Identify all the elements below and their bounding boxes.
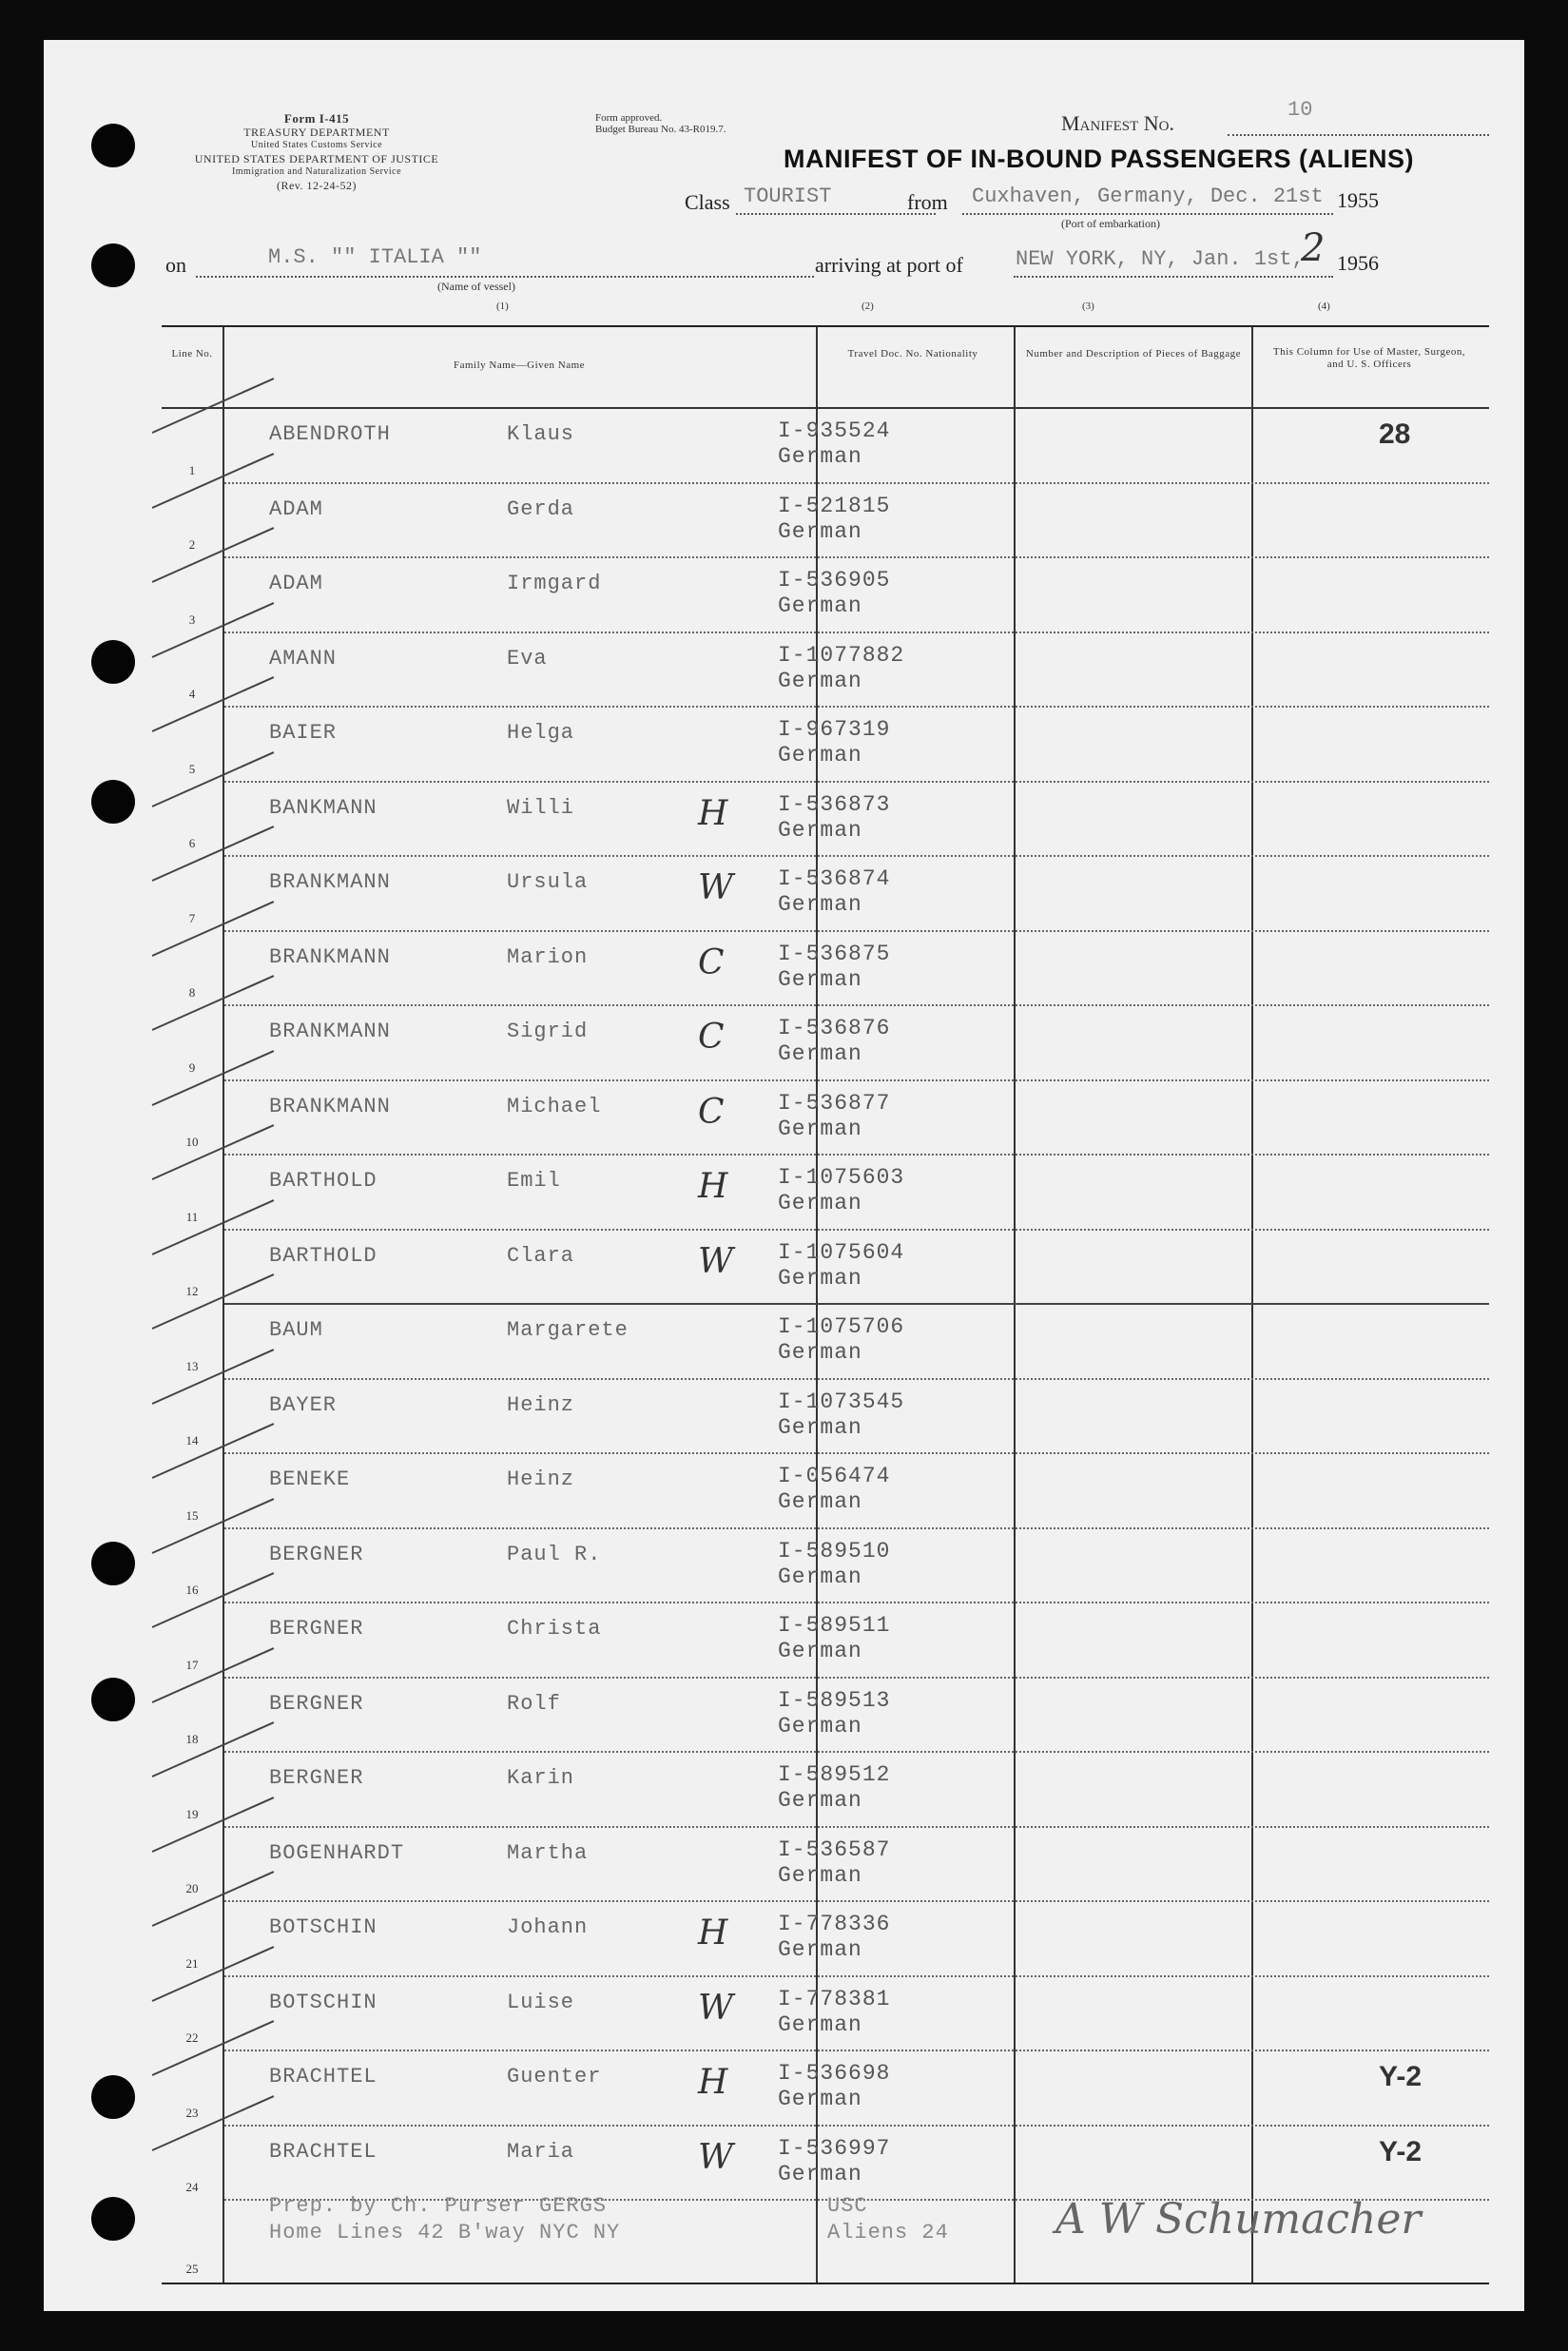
line-number: 13 xyxy=(185,1358,199,1373)
aliens-count: Aliens 24 xyxy=(827,2221,949,2244)
nationality: German xyxy=(778,1041,862,1066)
given-name: Marion xyxy=(507,944,589,969)
given-name: Margarete xyxy=(507,1318,629,1342)
given-name: Ursula xyxy=(507,870,589,894)
travel-doc xyxy=(778,1091,890,1142)
line-number: 20 xyxy=(185,1881,199,1895)
check-mark xyxy=(152,378,275,434)
line-number: 9 xyxy=(188,1059,196,1075)
punch-hole xyxy=(91,640,135,684)
given-name: Clara xyxy=(507,1243,575,1268)
col-header-name: Family Name—Given Name xyxy=(453,359,586,371)
class-label: Class xyxy=(685,190,730,214)
relation-mark: W xyxy=(698,1988,734,2028)
doc-number: I-589512 xyxy=(778,1762,891,1787)
budget-approval xyxy=(595,112,726,135)
usc-aliens-count xyxy=(827,2193,949,2246)
dotted-line xyxy=(736,213,936,215)
table-row xyxy=(162,558,1489,633)
line-number: 23 xyxy=(185,2105,199,2120)
table-row xyxy=(162,1454,1489,1529)
punch-hole xyxy=(91,124,135,167)
table-row xyxy=(162,932,1489,1007)
doc-number: I-536587 xyxy=(778,1836,891,1862)
travel-doc xyxy=(778,792,890,844)
table-row xyxy=(162,484,1489,559)
port-embark-caption: (Port of embarkation) xyxy=(1061,217,1160,230)
prepared-by-line2: Home Lines 42 B'way NYC NY xyxy=(269,2221,621,2244)
family-name: BAYER xyxy=(269,1392,338,1417)
doc-number: I-536875 xyxy=(778,941,891,966)
travel-doc xyxy=(778,1837,890,1889)
travel-doc xyxy=(778,942,890,993)
table-row xyxy=(162,1828,1489,1903)
from-value: Cuxhaven, Germany, Dec. 21st xyxy=(972,185,1324,208)
doc-number: I-536905 xyxy=(778,568,891,593)
line-number: 2 xyxy=(188,537,196,552)
passenger-table xyxy=(162,325,1489,2284)
dotted-line xyxy=(962,213,1333,215)
nationality: German xyxy=(778,817,862,843)
family-name: ADAM xyxy=(269,496,323,521)
family-name: BERGNER xyxy=(269,1766,364,1790)
nationality: German xyxy=(778,1191,862,1215)
table-row xyxy=(162,1753,1489,1828)
nationality: German xyxy=(778,966,862,992)
table-row xyxy=(162,1231,1489,1306)
given-name: Irmgard xyxy=(507,572,602,595)
nationality: German xyxy=(778,743,862,767)
given-name: Gerda xyxy=(507,496,575,521)
family-name: BANKMANN xyxy=(269,795,377,820)
nationality: German xyxy=(778,1489,862,1514)
form-number: Form I-415 xyxy=(283,111,350,126)
class-value: TOURIST xyxy=(744,185,832,208)
given-name: Eva xyxy=(507,646,548,670)
nationality: German xyxy=(778,1116,862,1141)
travel-doc xyxy=(778,2136,890,2187)
manifest-label: Manifest No. xyxy=(1061,111,1174,135)
table-row xyxy=(162,857,1489,932)
given-name: Emil xyxy=(507,1169,561,1193)
given-name: Johann xyxy=(507,1915,589,1939)
table-row xyxy=(162,1305,1489,1380)
line-number: 21 xyxy=(185,1955,199,1971)
col-header-baggage: Number and Description of Pieces of Baggage xyxy=(1025,348,1242,359)
table-row xyxy=(162,1006,1489,1081)
relation-mark: W xyxy=(698,1241,734,1281)
family-name: BENEKE xyxy=(269,1467,351,1491)
table-row xyxy=(162,783,1489,858)
doc-number: I-589513 xyxy=(778,1687,891,1713)
punch-hole xyxy=(91,243,135,287)
from-year: 1955 xyxy=(1337,188,1379,212)
table-row xyxy=(162,409,1489,484)
nationality: German xyxy=(778,1713,862,1739)
footer-row xyxy=(162,2182,1489,2283)
relation-mark: W xyxy=(698,2137,734,2177)
family-name: BOTSCHIN xyxy=(269,1915,377,1939)
punch-hole xyxy=(91,2197,135,2241)
family-name: BERGNER xyxy=(269,1617,364,1641)
given-name: Maria xyxy=(507,2139,575,2164)
family-name: BRACHTEL xyxy=(269,2065,377,2089)
table-row xyxy=(162,2051,1489,2127)
travel-doc xyxy=(778,1240,904,1292)
doc-number: I-536997 xyxy=(778,2135,891,2161)
relation-mark: H xyxy=(698,2063,728,2102)
doc-number: I-589510 xyxy=(778,1538,891,1564)
travel-doc xyxy=(778,1165,904,1216)
given-name: Klaus xyxy=(507,422,575,446)
officer-note: Y-2 xyxy=(1379,2135,1423,2167)
form-approved: Form approved. xyxy=(595,112,663,124)
treasury-dept: TREASURY DEPARTMENT xyxy=(243,126,390,139)
line-number: 4 xyxy=(188,687,196,701)
punch-hole xyxy=(91,2075,135,2119)
dotted-line xyxy=(1014,276,1333,278)
nationality: German xyxy=(778,892,862,917)
given-name: Rolf xyxy=(507,1691,561,1716)
prepared-by xyxy=(269,2193,620,2246)
nationality: German xyxy=(778,1414,862,1440)
line-number: 8 xyxy=(188,985,196,1000)
doc-number: I-536876 xyxy=(778,1016,891,1040)
doc-number: I-1073545 xyxy=(778,1389,905,1414)
table-row xyxy=(162,1380,1489,1455)
nationality: German xyxy=(778,1265,862,1291)
table-row xyxy=(162,1902,1489,1977)
doc-number: I-589511 xyxy=(778,1613,891,1638)
line-number: 18 xyxy=(185,1732,199,1746)
given-name: Heinz xyxy=(507,1392,575,1417)
relation-mark: H xyxy=(698,1167,728,1206)
col-num-3: (3) xyxy=(1082,301,1094,312)
table-row xyxy=(162,633,1489,709)
arriving-label: arriving at port of xyxy=(815,253,963,277)
line-number: 15 xyxy=(185,1507,199,1523)
nationality: German xyxy=(778,668,862,693)
given-name: Karin xyxy=(507,1766,575,1790)
officer-note: Y-2 xyxy=(1379,2061,1423,2092)
given-name: Heinz xyxy=(507,1467,575,1491)
travel-doc xyxy=(778,1912,890,1963)
dotted-line xyxy=(1228,134,1489,136)
travel-doc xyxy=(778,1539,890,1590)
travel-doc xyxy=(778,1987,890,2038)
travel-doc xyxy=(778,717,890,768)
line-number: 24 xyxy=(185,2180,199,2194)
nationality: German xyxy=(778,1862,862,1888)
travel-doc xyxy=(778,1688,890,1739)
nationality: German xyxy=(778,1937,862,1962)
doc-number: I-536698 xyxy=(778,2061,891,2086)
doc-number: I-1075604 xyxy=(778,1239,905,1265)
manifest-no-value: 10 xyxy=(1287,98,1313,122)
travel-doc xyxy=(778,1389,904,1441)
nationality: German xyxy=(778,2161,862,2186)
nationality: German xyxy=(778,2087,862,2111)
doc-number: I-056474 xyxy=(778,1464,891,1488)
given-name: Helga xyxy=(507,721,575,745)
line-number: 14 xyxy=(185,1433,199,1448)
officer-note: 28 xyxy=(1379,418,1411,450)
line-number: 1 xyxy=(188,462,196,477)
vessel-name: M.S. "" ITALIA "" xyxy=(268,245,482,269)
relation-mark: C xyxy=(698,1092,725,1132)
relation-mark: W xyxy=(698,868,734,907)
family-name: BERGNER xyxy=(269,1542,364,1566)
travel-doc xyxy=(778,2061,890,2112)
table-row xyxy=(162,1529,1489,1604)
given-name: Guenter xyxy=(507,2065,602,2089)
family-name: ABENDROTH xyxy=(269,422,391,446)
travel-doc xyxy=(778,1016,890,1067)
col-header-officers: This Column for Use of Master, Surgeon, and U. S. Officers xyxy=(1272,346,1466,370)
nationality: German xyxy=(778,444,862,469)
line-number: 19 xyxy=(185,1806,199,1821)
relation-mark: C xyxy=(698,1018,725,1057)
table-row xyxy=(162,1603,1489,1679)
line-number: 12 xyxy=(185,1284,199,1298)
given-name: Martha xyxy=(507,1840,589,1865)
table-row xyxy=(162,1081,1489,1156)
line-number: 3 xyxy=(188,612,196,627)
col-header-doc: Travel Doc. No. Nationality xyxy=(847,348,978,359)
doc-number: I-536873 xyxy=(778,791,891,817)
given-name: Sigrid xyxy=(507,1020,589,1043)
dotted-line xyxy=(196,276,814,278)
col-header-line: Line No. xyxy=(171,348,213,359)
table-row xyxy=(162,1156,1489,1231)
form-revision: (Rev. 12-24-52) xyxy=(276,179,358,192)
usc-label: USC xyxy=(827,2194,868,2218)
officer-signature: A W Schumacher xyxy=(1055,2195,1422,2244)
doc-number: I-536877 xyxy=(778,1090,891,1116)
form-agency-block xyxy=(160,112,474,192)
family-name: BRANKMANN xyxy=(269,1094,391,1118)
line-number: 22 xyxy=(185,2030,199,2045)
line-number: 10 xyxy=(185,1135,199,1149)
justice-dept: UNITED STATES DEPARTMENT OF JUSTICE xyxy=(194,152,439,165)
col-num-4: (4) xyxy=(1318,301,1330,312)
manifest-number xyxy=(1061,98,1489,136)
prepared-by-line1: Prep. by Ch. Purser GERGS xyxy=(269,2194,608,2218)
family-name: BAIER xyxy=(269,721,338,745)
line-number: 16 xyxy=(185,1583,199,1597)
nationality: German xyxy=(778,1639,862,1663)
family-name: BOTSCHIN xyxy=(269,1990,377,2014)
family-name: BRANKMANN xyxy=(269,1020,391,1043)
table-row xyxy=(162,1977,1489,2052)
table-row xyxy=(162,1679,1489,1754)
doc-number: I-1075603 xyxy=(778,1165,905,1190)
arrival-handwritten-day: 2 xyxy=(1301,226,1326,270)
travel-doc xyxy=(778,643,904,694)
from-label: from xyxy=(907,190,948,214)
travel-doc xyxy=(778,1613,890,1664)
nationality: German xyxy=(778,2011,862,2037)
doc-number: I-1075706 xyxy=(778,1314,905,1339)
nationality: German xyxy=(778,593,862,618)
nationality: German xyxy=(778,1340,862,1365)
travel-doc xyxy=(778,1762,890,1814)
doc-number: I-935524 xyxy=(778,418,891,443)
line-number: 17 xyxy=(185,1657,199,1672)
nationality: German xyxy=(778,518,862,544)
travel-doc xyxy=(778,494,890,545)
punch-hole xyxy=(91,780,135,824)
doc-number: I-967319 xyxy=(778,717,891,742)
doc-number: I-536874 xyxy=(778,866,891,891)
line-number: 6 xyxy=(188,836,196,850)
given-name: Michael xyxy=(507,1094,602,1118)
family-name: BRANKMANN xyxy=(269,870,391,894)
given-name: Willi xyxy=(507,795,575,820)
given-name: Luise xyxy=(507,1990,575,2014)
family-name: BERGNER xyxy=(269,1691,364,1716)
doc-number: I-1077882 xyxy=(778,642,905,668)
arrival-value: NEW YORK, NY, Jan. 1st, xyxy=(1016,247,1305,271)
travel-doc xyxy=(778,1464,890,1515)
manifest-page xyxy=(44,40,1524,2311)
line-number: 7 xyxy=(188,910,196,925)
arrival-year: 1956 xyxy=(1337,251,1379,275)
punch-hole xyxy=(91,1542,135,1585)
family-name: BARTHOLD xyxy=(269,1169,377,1193)
line-number: 5 xyxy=(188,761,196,776)
ins-service: Immigration and Naturalization Service xyxy=(231,166,402,177)
doc-number: I-521815 xyxy=(778,493,891,518)
budget-bureau: Budget Bureau No. 43-R019.7. xyxy=(595,124,726,135)
on-label: on xyxy=(165,253,186,277)
table-row xyxy=(162,708,1489,783)
col-num-2: (2) xyxy=(861,301,874,312)
col-num-1: (1) xyxy=(496,301,509,312)
travel-doc xyxy=(778,866,890,918)
given-name: Paul R. xyxy=(507,1542,602,1566)
family-name: BARTHOLD xyxy=(269,1243,377,1268)
manifest-title: MANIFEST OF IN-BOUND PASSENGERS (ALIENS) xyxy=(784,145,1415,173)
relation-mark: H xyxy=(698,793,728,833)
doc-number: I-778336 xyxy=(778,1912,891,1936)
punch-hole xyxy=(91,1678,135,1721)
vessel-caption: (Name of vessel) xyxy=(437,280,515,293)
doc-number: I-778381 xyxy=(778,1986,891,2011)
family-name: BRANKMANN xyxy=(269,944,391,969)
travel-doc xyxy=(778,568,890,619)
family-name: BAUM xyxy=(269,1318,323,1342)
line-number: 11 xyxy=(185,1209,199,1224)
nationality: German xyxy=(778,1788,862,1813)
relation-mark: H xyxy=(698,1914,728,1953)
given-name: Christa xyxy=(507,1617,602,1641)
customs-service: United States Customs Service xyxy=(250,140,383,150)
family-name: AMANN xyxy=(269,646,338,670)
relation-mark: C xyxy=(698,942,725,982)
family-name: ADAM xyxy=(269,572,323,595)
family-name: BRACHTEL xyxy=(269,2139,377,2164)
line-number: 25 xyxy=(185,2262,199,2276)
travel-doc xyxy=(778,418,890,470)
family-name: BOGENHARDT xyxy=(269,1840,405,1865)
travel-doc xyxy=(778,1314,904,1366)
nationality: German xyxy=(778,1564,862,1589)
